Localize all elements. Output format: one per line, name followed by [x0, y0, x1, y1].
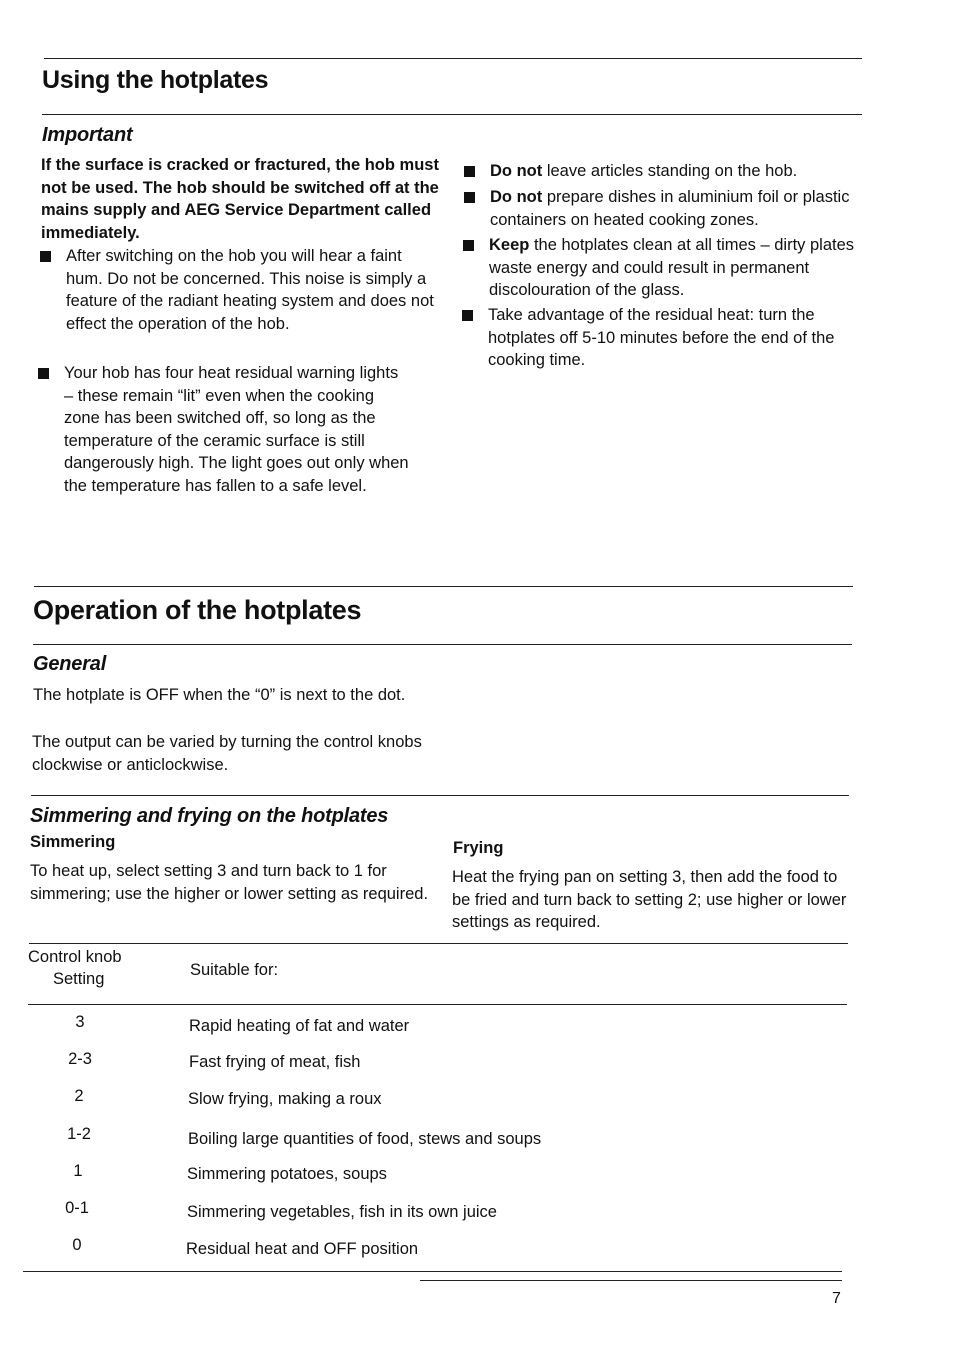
section2-top-rule: [34, 586, 853, 587]
row-use: Simmering vegetables, fish in its own juice: [187, 1203, 497, 1221]
table-header-suitable-for: Suitable for:: [190, 961, 279, 979]
row-setting: 0: [72, 1236, 82, 1254]
general-heading: General: [33, 653, 107, 675]
bullet-square-icon: [462, 310, 473, 321]
row-use: Boiling large quantities of food, stews and soups: [188, 1130, 542, 1148]
bullet-text: [488, 304, 844, 372]
bullet-text: [489, 234, 863, 302]
important-warning: If the surface is cracked or fractured, the hob must not be used. The hob should be switched off at the mains supply and AEG Service Department called immediately.: [41, 156, 439, 242]
bullet-square-icon: [463, 240, 474, 251]
top-rule: [44, 58, 862, 59]
row-setting: 1-2: [67, 1125, 91, 1143]
bullet-body: prepare dishes in aluminium foil or plastic containers on heated cooking zones.: [490, 188, 850, 229]
general-paragraph-1: The hotplate is OFF when the “0” is next to the dot.: [33, 686, 406, 704]
list-item: [464, 186, 864, 231]
bullet-text: [490, 160, 864, 183]
list-item: [38, 362, 438, 497]
bullet-square-icon: [40, 251, 51, 262]
simmer-fry-heading: Simmering and frying on the hotplates: [30, 805, 389, 827]
page-number: 7: [832, 1290, 841, 1307]
row-setting: 3: [75, 1013, 85, 1031]
bullet-square-icon: [464, 192, 475, 203]
bullet-square-icon: [38, 368, 49, 379]
simmering-label: Simmering: [30, 833, 116, 851]
table-header-setting: Setting: [53, 970, 105, 988]
bullet-text: After switching on the hob you will hear a faint hum. Do not be concerned. This noise is simply a feature of the radiant heating system and does not effect the operation of the hob.: [66, 247, 434, 333]
list-item: [462, 304, 862, 372]
list-item: [40, 245, 440, 335]
simmer-rule: [31, 795, 849, 796]
row-use: Residual heat and OFF position: [186, 1240, 419, 1258]
table-top-rule: [29, 943, 848, 944]
bullet-square-icon: [464, 166, 475, 177]
bullet-text: Your hob has four heat residual warning lights – these remain “lit” even when the cooking zone has been switched off, so long as the temperature of the ceramic surface is still dangerously high. The light goes out only when the temperature has fallen to a safe level.: [64, 364, 409, 495]
table-header-control-knob: Control knob: [28, 948, 122, 966]
important-heading: Important: [42, 124, 133, 146]
row-setting: 1: [73, 1162, 83, 1180]
row-setting: 2: [74, 1087, 84, 1105]
section-title-rule: [42, 114, 862, 115]
table-bottom-rule: [23, 1271, 842, 1272]
section-title-operation: Operation of the hotplates: [33, 595, 362, 625]
bullet-lead: Do not: [490, 188, 543, 206]
row-setting: 2-3: [68, 1050, 92, 1068]
row-use: Fast frying of meat, fish: [189, 1053, 361, 1071]
row-use: Simmering potatoes, soups: [187, 1165, 387, 1183]
frying-label: Frying: [453, 839, 504, 857]
row-use: Rapid heating of fat and water: [189, 1017, 410, 1035]
bullet-body: Take advantage of the residual heat: turn the hotplates off 5-10 minutes before the end of the cooking time.: [488, 306, 835, 369]
list-item: [463, 234, 863, 302]
bullet-text: [490, 186, 864, 231]
footer-rule: [420, 1280, 842, 1281]
bullet-body: the hotplates clean at all times – dirty plates waste energy and could result in permanent discolouration of the glass.: [489, 236, 855, 299]
section-title-using: Using the hotplates: [42, 66, 269, 94]
list-item: [464, 160, 864, 183]
bullet-lead: Keep: [489, 236, 530, 254]
table-header-rule: [28, 1004, 847, 1005]
row-use: Slow frying, making a roux: [188, 1090, 382, 1108]
general-paragraph-2: The output can be varied by turning the control knobs clockwise or anticlockwise.: [32, 733, 422, 774]
bullet-lead: Do not: [490, 162, 543, 180]
section2-title-rule: [33, 644, 852, 645]
bullet-body: leave articles standing on the hob.: [542, 162, 798, 180]
simmering-text: To heat up, select setting 3 and turn back to 1 for simmering; use the higher or lower setting as required.: [30, 862, 429, 903]
frying-text: Heat the frying pan on setting 3, then add the food to be fried and turn back to setting 2; use higher or lower settings as required.: [452, 868, 847, 931]
row-setting: 0-1: [65, 1199, 89, 1217]
